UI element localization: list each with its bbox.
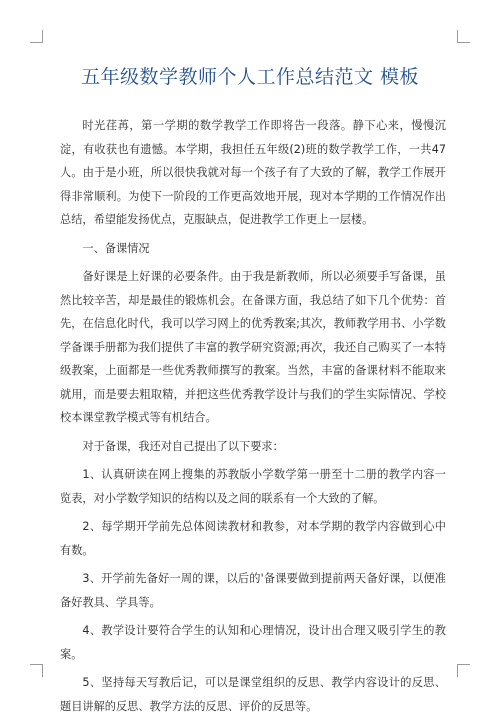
list-item-requirement-2: 2、每学期开学前先总体阅读教材和教参，对本学期的教学内容做到心中有数。 [60, 520, 446, 557]
document-title: 五年级数学教师个人工作总结范文 模板 [80, 66, 420, 88]
list-item-requirement-1: 1、认真研读在网上搜集的苏教版小学数学第一册至十二册的教学内容一览表，对小学数学知识的结构以及之间的联系有一个大致的了解。 [60, 468, 446, 505]
list-item-requirement-5: 5、坚持每天写教后记，可以是课堂组织的反思、教学内容设计的反思、题目讲解的反思、教学方法的反思、评价的反思等。 [60, 676, 446, 713]
crop-mark-top-left [30, 30, 43, 43]
paragraph-lesson-prep: 备好课是上好课的必要条件。由于我是新教师，所以必须要手写备课，虽然比较辛苦，却是最佳的锻炼机会。在备课方面，我总结了如下几个优势：首先，在信息化时代，我可以学习网上的优秀教案;其次，教师教学用书、小学数学备课手册都为我们提供了丰富的教学研究资源;再次，我还自己购买了一本特级教案，上面都是一些优秀教师撰写的教案。当然，丰富的备课材料不能取来就用，而是要去粗取精，并把这些优秀教学设计与我们的学生实际情况、学校校本课堂教学模式等有机结合。 [60, 270, 446, 424]
paragraph-requirements-intro: 对于备课，我还对自己提出了以下要求： [82, 439, 284, 453]
document-body [60, 114, 446, 723]
paragraph-intro: 时光荏苒，第一学期的数学教学工作即将告一段落。静下心来，慢慢沉淀，有收获也有遗憾。本学期，我担任五年级(2)班的数学教学工作，一共47人。由于是小班，所以很快我就对每一个孩子有了大致的了解，教学工作展开得非常顺利。为使下一阶段的工作更高效地开展，现对本学期的工作情况作出总结，希望能发扬优点，克服缺点，促进教学工作更上一层楼。 [60, 119, 446, 226]
crop-mark-bottom-right [457, 664, 470, 677]
crop-mark-bottom-left [30, 664, 43, 677]
section-heading-lesson-prep: 一、备课情况 [82, 241, 150, 255]
list-item-requirement-3: 3、开学前先备好一周的课，以后的'备课要做到提前两天备好课，以便准备好教具、学具等。 [60, 572, 446, 609]
list-item-requirement-4: 4、教学设计要符合学生的认知和心理情况，设计出合理又吸引学生的教案。 [60, 624, 446, 661]
crop-mark-top-right [457, 30, 470, 43]
